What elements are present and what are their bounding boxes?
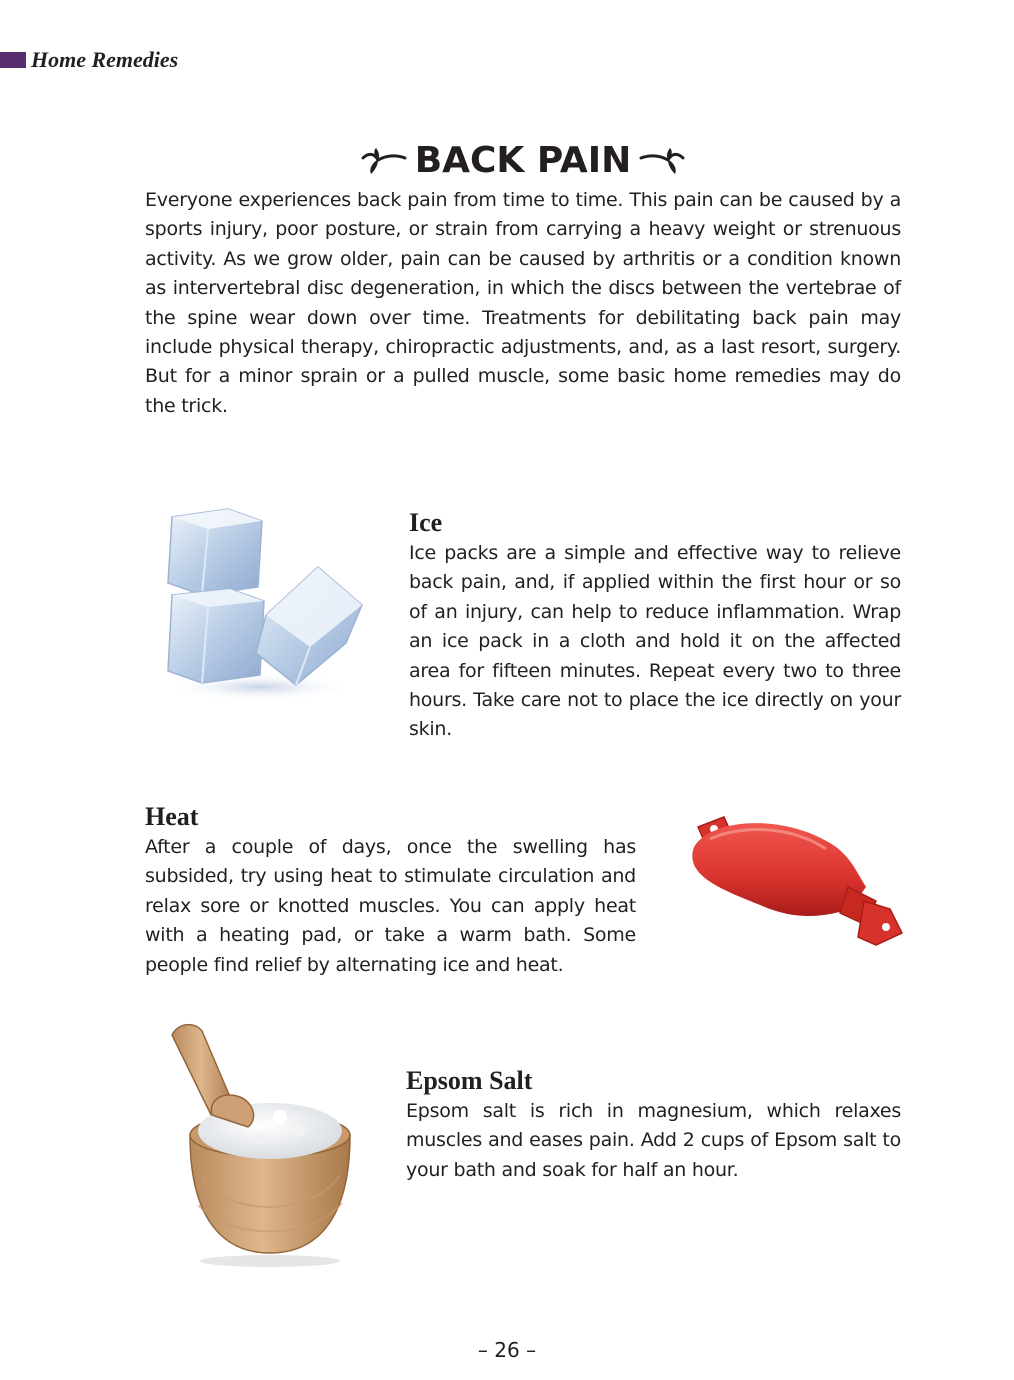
ice-cubes-image — [150, 495, 370, 705]
section-body-heat: After a couple of days, once the swelling has subsided, try using heat to stimulate circulation and relax sore or knotted muscles. You can apply heat with a heating pad, or take a warm bath. Some people find relief by alternating ice and heat. — [145, 836, 636, 976]
leaf-sprig-icon — [361, 146, 407, 176]
page-number: – 26 – — [477, 1338, 537, 1362]
hot-water-bottle-image — [680, 805, 910, 955]
salt-bowl-image — [150, 1015, 370, 1270]
leaf-sprig-icon — [639, 146, 685, 176]
page-title: BACK PAIN — [414, 140, 632, 181]
section-body-ice: Ice packs are a simple and effective way to relieve back pain, and, if applied within the first hour or so of an injury, can help to reduce inflammation. Wrap an ice pack in a cloth and hold it on the affected area for fifteen minutes. Repeat every two to three hours. Take care not to place the ice directly on your skin. — [409, 542, 901, 741]
page-title-row — [145, 140, 901, 181]
header-accent-bar — [0, 52, 26, 68]
running-header — [0, 46, 178, 74]
section-heading-epsom-salt: Epsom Salt — [406, 1066, 533, 1095]
section-body-epsom-salt: Epsom salt is rich in magnesium, which relaxes muscles and eases pain. Add 2 cups of Epsom salt to your bath and soak for half an hour. — [406, 1100, 901, 1181]
section-heading-heat: Heat — [145, 802, 199, 831]
section-title: Home Remedies — [31, 47, 179, 72]
intro-paragraph: Everyone experiences back pain from time to time. This pain can be caused by a sports injury, poor posture, or strain from carrying a heavy weight or strenuous activity. As we grow older, pain can be caused by arthritis or a condition known as intervertebral disc degeneration, in which the discs between the vertebrae of the spine wear down over time. Treatments for debilitating back pain may include physical therapy, chiropractic adjustments, and, as a last resort, surgery. But for a minor sprain or a pulled muscle, some basic home remedies may do the trick. — [145, 189, 901, 417]
section-heading-ice: Ice — [409, 508, 443, 537]
